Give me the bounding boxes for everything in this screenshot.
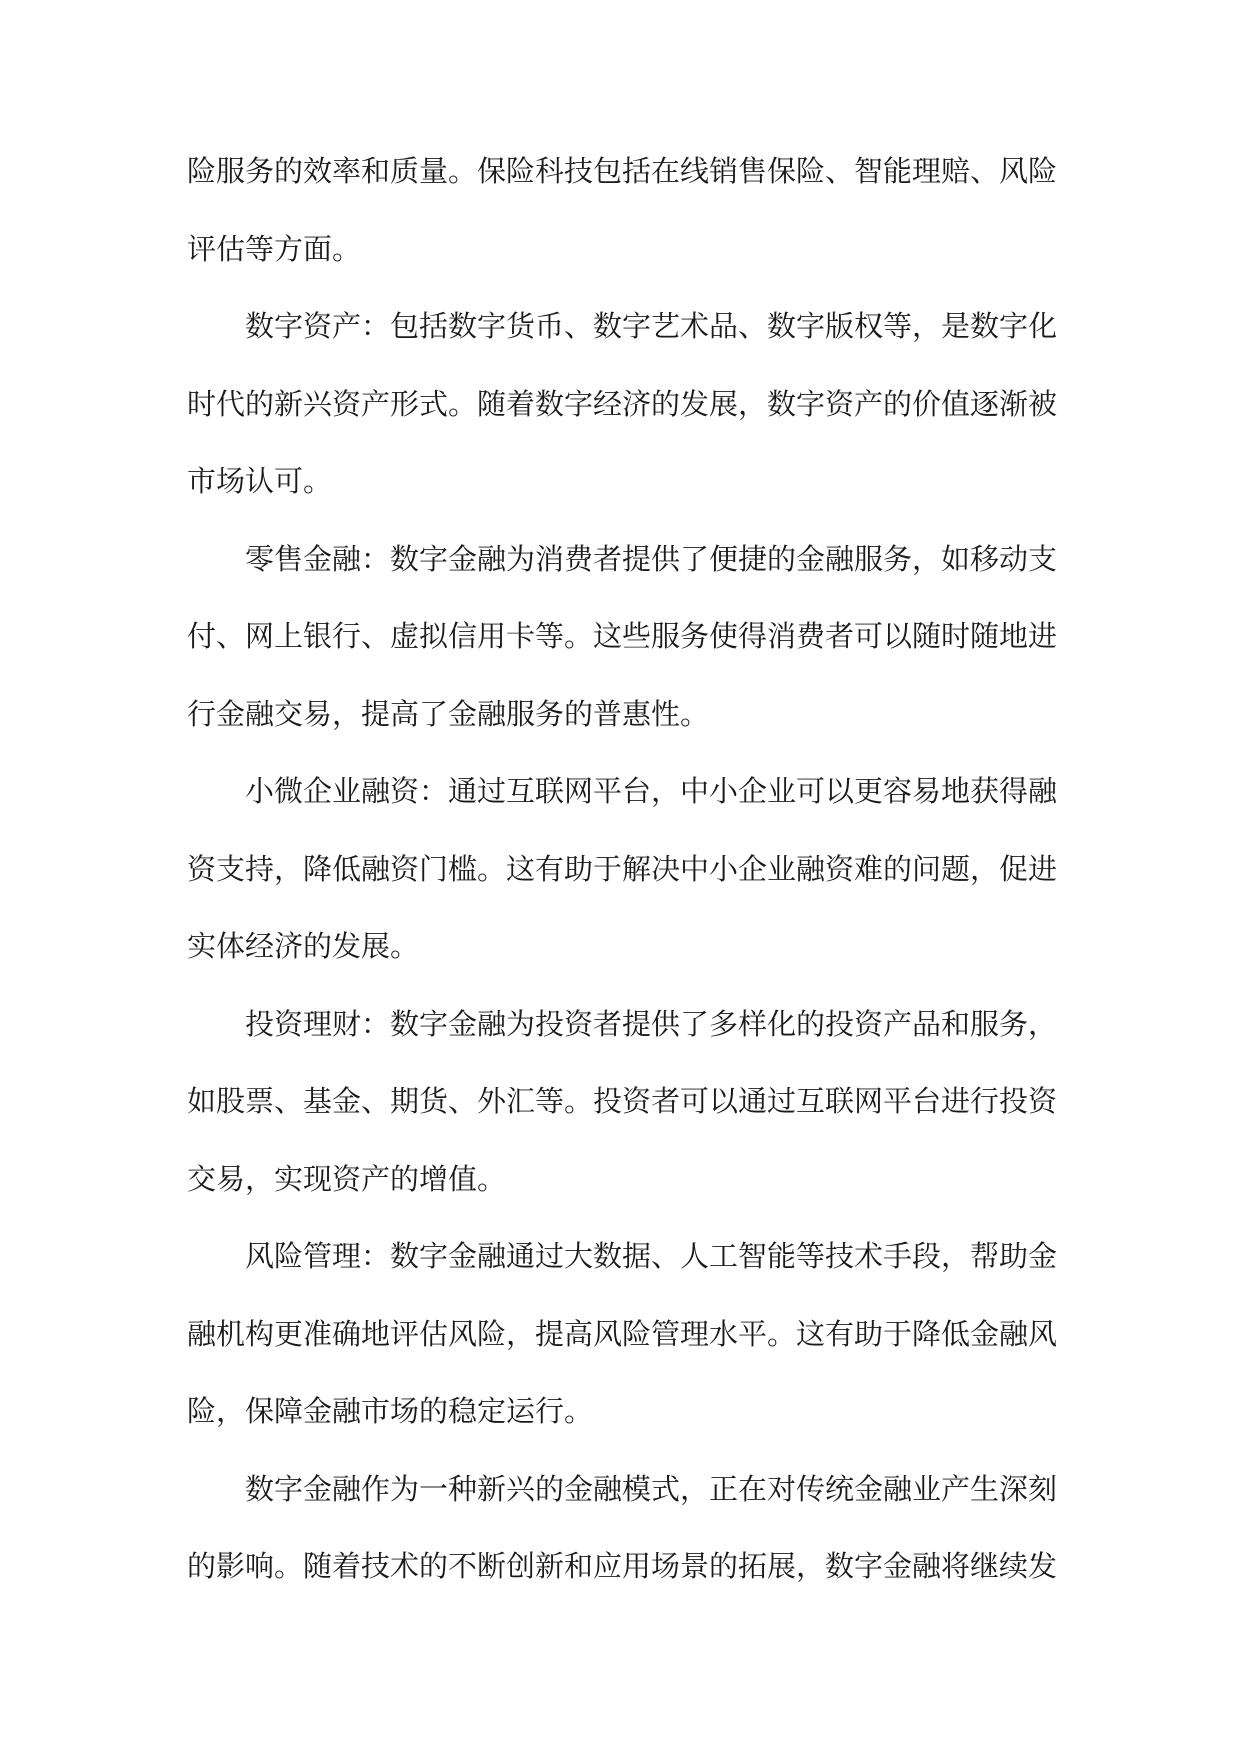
paragraph-line: 风险管理：数字金融通过大数据、人工智能等技术手段，帮助金 — [245, 1239, 1058, 1273]
paragraph-line: 融机构更准确地评估风险，提高风险管理水平。这有助于降低金融风 — [187, 1316, 1058, 1351]
paragraph-line: 险服务的效率和质量。保险科技包括在线销售保险、智能理赔、风险 — [187, 154, 1058, 188]
paragraph-line: 时代的新兴资产形式。随着数字经济的发展，数字资产的价值逐渐被 — [187, 386, 1058, 421]
paragraph-small-business-financing — [187, 753, 1057, 986]
paragraph-risk-management — [187, 1218, 1057, 1451]
paragraph-line: 投资理财：数字金融为投资者提供了多样化的投资产品和服务， — [245, 1006, 1058, 1041]
paragraph-retail-finance — [187, 521, 1057, 754]
document-body — [187, 133, 1057, 1606]
paragraph-line: 小微企业融资：通过互联网平台，中小企业可以更容易地获得融 — [245, 774, 1058, 808]
paragraph-digital-assets — [187, 288, 1057, 521]
paragraph-insurance-tech — [187, 133, 1057, 288]
paragraph-line: 数字资产：包括数字货币、数字艺术品、数字版权等，是数字化 — [245, 309, 1058, 343]
paragraph-line: 险，保障金融市场的稳定运行。 — [187, 1394, 594, 1428]
paragraph-line: 评估等方面。 — [187, 231, 362, 266]
paragraph-line: 如股票、基金、期货、外汇等。投资者可以通过互联网平台进行投资 — [187, 1084, 1058, 1118]
paragraph-line: 行金融交易，提高了金融服务的普惠性。 — [187, 696, 710, 731]
paragraph-line: 资支持，降低融资门槛。这有助于解决中小企业融资难的问题，促进 — [187, 851, 1058, 886]
paragraph-line: 付、网上银行、虚拟信用卡等。这些服务使得消费者可以随时随地进 — [187, 619, 1058, 653]
paragraph-conclusion — [187, 1451, 1057, 1606]
paragraph-line: 交易，实现资产的增值。 — [187, 1161, 507, 1196]
paragraph-line: 的影响。随着技术的不断创新和应用场景的拓展，数字金融将继续发 — [187, 1549, 1058, 1583]
paragraph-line: 数字金融作为一种新兴的金融模式，正在对传统金融业产生深刻 — [245, 1471, 1058, 1506]
paragraph-line: 市场认可。 — [187, 464, 333, 498]
paragraph-line: 零售金融：数字金融为消费者提供了便捷的金融服务，如移动支 — [245, 541, 1058, 576]
paragraph-investment-wealth — [187, 986, 1057, 1219]
paragraph-line: 实体经济的发展。 — [187, 929, 420, 963]
